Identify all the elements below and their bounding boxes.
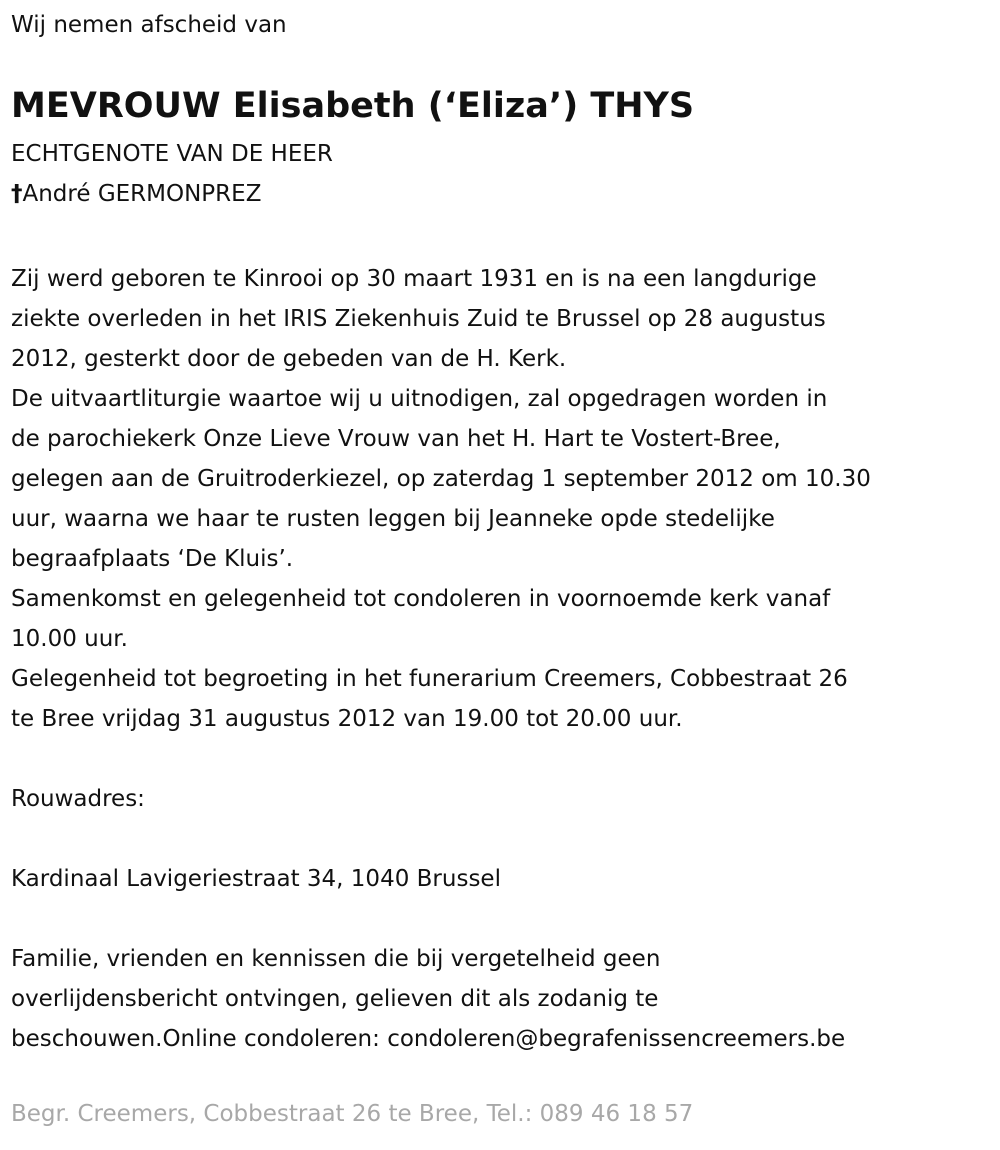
body-line: gelegen aan de Gruitroderkiezel, op zaterdag 1 september 2012 om 10.30 (11, 466, 871, 492)
body-line: begraafplaats ‘De Kluis’. (11, 546, 294, 572)
spacer (11, 899, 996, 939)
closing-line: beschouwen.Online condoleren: condoleren@begrafenissencreemers.be (11, 1026, 846, 1052)
spacer (11, 819, 996, 859)
body-line: De uitvaartliturgie waartoe wij u uitnodigen, zal opgedragen worden in (11, 386, 828, 412)
notice-body (11, 259, 996, 1059)
body-line: uur, waarna we haar te rusten leggen bij Jeanneke opde stedelijke (11, 506, 775, 532)
spouse-name: André GERMONPREZ (22, 181, 262, 207)
deceased-name: MEVROUW Elisabeth (‘Eliza’) THYS (11, 86, 695, 126)
mourning-address: Kardinaal Lavigeriestraat 34, 1040 Brussel (11, 866, 501, 892)
intro-text: Wij nemen afscheid van (11, 12, 287, 38)
body-line: 10.00 uur. (11, 626, 128, 652)
body-line: de parochiekerk Onze Lieve Vrouw van het H. Hart te Vostert-Bree, (11, 426, 781, 452)
closing-line: overlijdensbericht ontvingen, gelieven dit als zodanig te (11, 986, 659, 1012)
body-line: Zij werd geboren te Kinrooi op 30 maart 1931 en is na een langdurige (11, 266, 817, 292)
spouse-line (11, 179, 261, 209)
body-line: te Bree vrijdag 31 augustus 2012 van 19.00 tot 20.00 uur. (11, 706, 683, 732)
spacer (11, 739, 996, 779)
body-line: Gelegenheid tot begroeting in het funerarium Creemers, Cobbestraat 26 (11, 666, 848, 692)
body-line: Samenkomst en gelegenheid tot condoleren in voornoemde kerk vanaf (11, 586, 831, 612)
funeral-home-footer: Begr. Creemers, Cobbestraat 26 te Bree, Tel.: 089 46 18 57 (11, 1101, 694, 1127)
body-line: 2012, gesterkt door de gebeden van de H. Kerk. (11, 346, 567, 372)
cross-icon: † (11, 181, 23, 207)
address-label: Rouwadres: (11, 786, 145, 812)
relation-text: ECHTGENOTE VAN DE HEER (11, 141, 333, 167)
closing-line: Familie, vrienden en kennissen die bij vergetelheid geen (11, 946, 661, 972)
body-line: ziekte overleden in het IRIS Ziekenhuis Zuid te Brussel op 28 augustus (11, 306, 826, 332)
